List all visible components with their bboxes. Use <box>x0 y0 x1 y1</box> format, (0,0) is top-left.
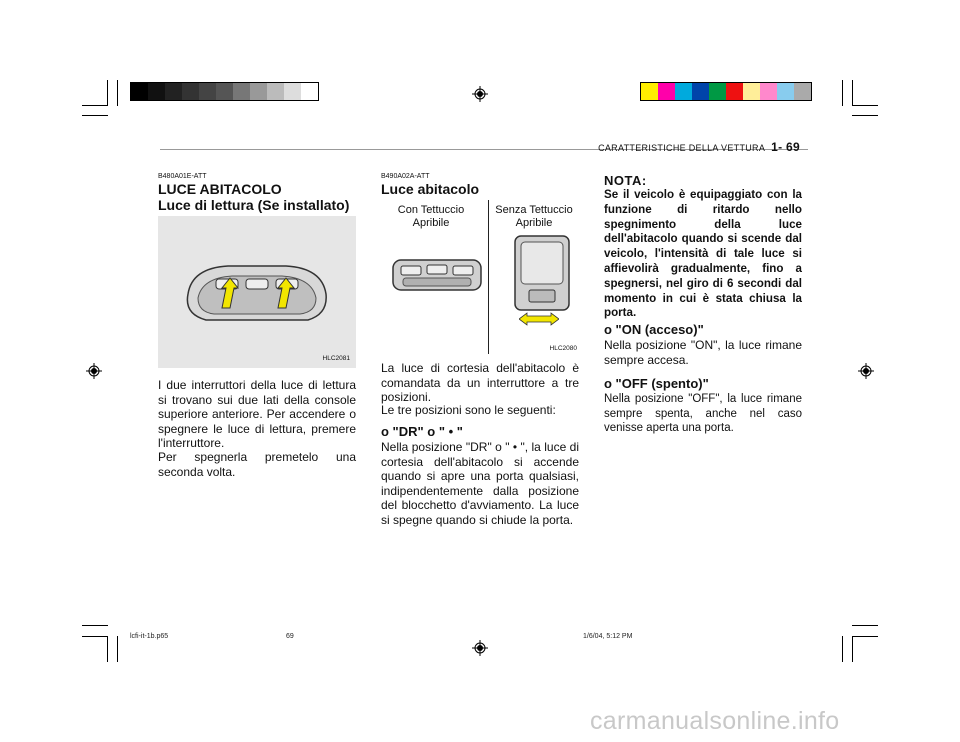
section-code: B480A01E-ATT <box>158 173 207 180</box>
calibration-swatch <box>692 83 709 100</box>
note-title: NOTA: <box>604 173 647 188</box>
calibration-swatch <box>641 83 658 100</box>
registration-target <box>858 363 874 379</box>
registration-target <box>86 363 102 379</box>
calibration-swatch <box>777 83 794 100</box>
footer-date: 1/6/04, 5:12 PM <box>583 633 633 640</box>
calibration-swatch <box>709 83 726 100</box>
calibration-swatch <box>675 83 692 100</box>
registration-target <box>472 86 488 102</box>
footer-page: 69 <box>286 633 294 640</box>
left-paragraph-1: I due interruttori della luce di lettura si trovano sui due lati della console superiore anteriore. Per accendere o spegnere le luce di lettura, premere l'interruttore. <box>158 378 356 450</box>
crop-mark <box>842 80 843 106</box>
crop-mark <box>852 80 853 106</box>
dome-light-figure <box>381 200 579 354</box>
calibration-swatch <box>199 83 216 100</box>
dome-light-illustration <box>513 234 571 312</box>
figure-code: HLC2080 <box>549 345 577 352</box>
calibration-swatch <box>165 83 182 100</box>
section-title-middle: Luce abitacolo <box>381 181 480 197</box>
reading-light-illustration <box>158 216 356 368</box>
color-calibration-bar <box>640 82 812 101</box>
section-subtitle-left: Luce di lettura (Se installato) <box>158 197 350 213</box>
slide-arrow-icon <box>519 312 559 326</box>
crop-mark <box>117 80 118 106</box>
calibration-swatch <box>267 83 284 100</box>
watermark: carmanualsonline.info <box>590 707 840 735</box>
crop-mark <box>852 115 878 116</box>
figure-label-left: Con Tettuccio Apribile <box>397 204 465 229</box>
note-text: Se il veicolo è equipaggiato con la funzione di ritardo nello spegnimento della luce dell'abitacolo quando si scende dal veicolo, l'intensità di tale luce si affievolirà gradualmente, fino a spegnersi, nel giro di 6 secondi dal momento in cui è stata chiusa la porta. <box>604 188 802 320</box>
calibration-swatch <box>284 83 301 100</box>
grayscale-calibration-bar <box>130 82 319 101</box>
middle-paragraph-2: Le tre posizioni sono le seguenti: <box>381 403 556 417</box>
crop-mark <box>842 636 843 662</box>
page-number: 1- 69 <box>771 140 800 154</box>
crop-mark <box>852 636 878 637</box>
calibration-swatch <box>760 83 777 100</box>
middle-paragraph-1: La luce di cortesia dell'abitacolo è comandata da un interruttore a tre posizioni. <box>381 361 579 404</box>
calibration-swatch <box>250 83 267 100</box>
crop-mark <box>82 105 108 106</box>
middle-paragraph-3: Nella posizione "DR" o " • ", la luce di cortesia dell'abitacolo si accende quando si apre una porta qualsiasi, indipendentemente dalla posizione del blocchetto d'avviamento. La luce si spegne quando si chiude la porta. <box>381 440 579 527</box>
paragraph-on: Nella posizione "ON", la luce rimane sempre accesa. <box>604 338 802 367</box>
crop-mark <box>82 636 108 637</box>
crop-mark <box>107 636 108 662</box>
subheading-on: o "ON (acceso)" <box>604 322 704 337</box>
calibration-swatch <box>216 83 233 100</box>
crop-mark <box>82 625 108 626</box>
footer-file: lcfi-it-1b.p65 <box>130 633 169 640</box>
section-title-left: LUCE ABITACOLO <box>158 181 282 197</box>
paragraph-off: Nella posizione "OFF", la luce rimane sempre spenta, anche nel caso venisse aperta una porta. <box>604 393 802 434</box>
crop-mark <box>107 80 108 106</box>
section-code: B490A02A-ATT <box>381 173 430 180</box>
figure-code: HLC2081 <box>322 355 350 362</box>
reading-light-figure <box>158 216 356 368</box>
crop-mark <box>852 636 853 662</box>
calibration-swatch <box>182 83 199 100</box>
calibration-swatch <box>726 83 743 100</box>
sunroof-console-illustration <box>391 256 483 296</box>
crop-mark <box>852 105 878 106</box>
calibration-swatch <box>131 83 148 100</box>
calibration-swatch <box>148 83 165 100</box>
section-title: CARATTERISTICHE DELLA VETTURA <box>598 143 766 153</box>
calibration-swatch <box>794 83 811 100</box>
crop-mark <box>852 625 878 626</box>
subheading-dr: o "DR" o " • " <box>381 424 463 439</box>
calibration-swatch <box>301 83 318 100</box>
calibration-swatch <box>743 83 760 100</box>
left-paragraph-2: Per spegnerla premetelo una seconda volta. <box>158 450 356 479</box>
calibration-swatch <box>658 83 675 100</box>
subheading-off: o "OFF (spento)" <box>604 376 709 391</box>
registration-target <box>472 640 488 656</box>
crop-mark <box>117 636 118 662</box>
crop-mark <box>82 115 108 116</box>
calibration-swatch <box>233 83 250 100</box>
running-header <box>598 140 800 154</box>
figure-label-right: Senza Tettuccio Apribile <box>495 204 573 229</box>
